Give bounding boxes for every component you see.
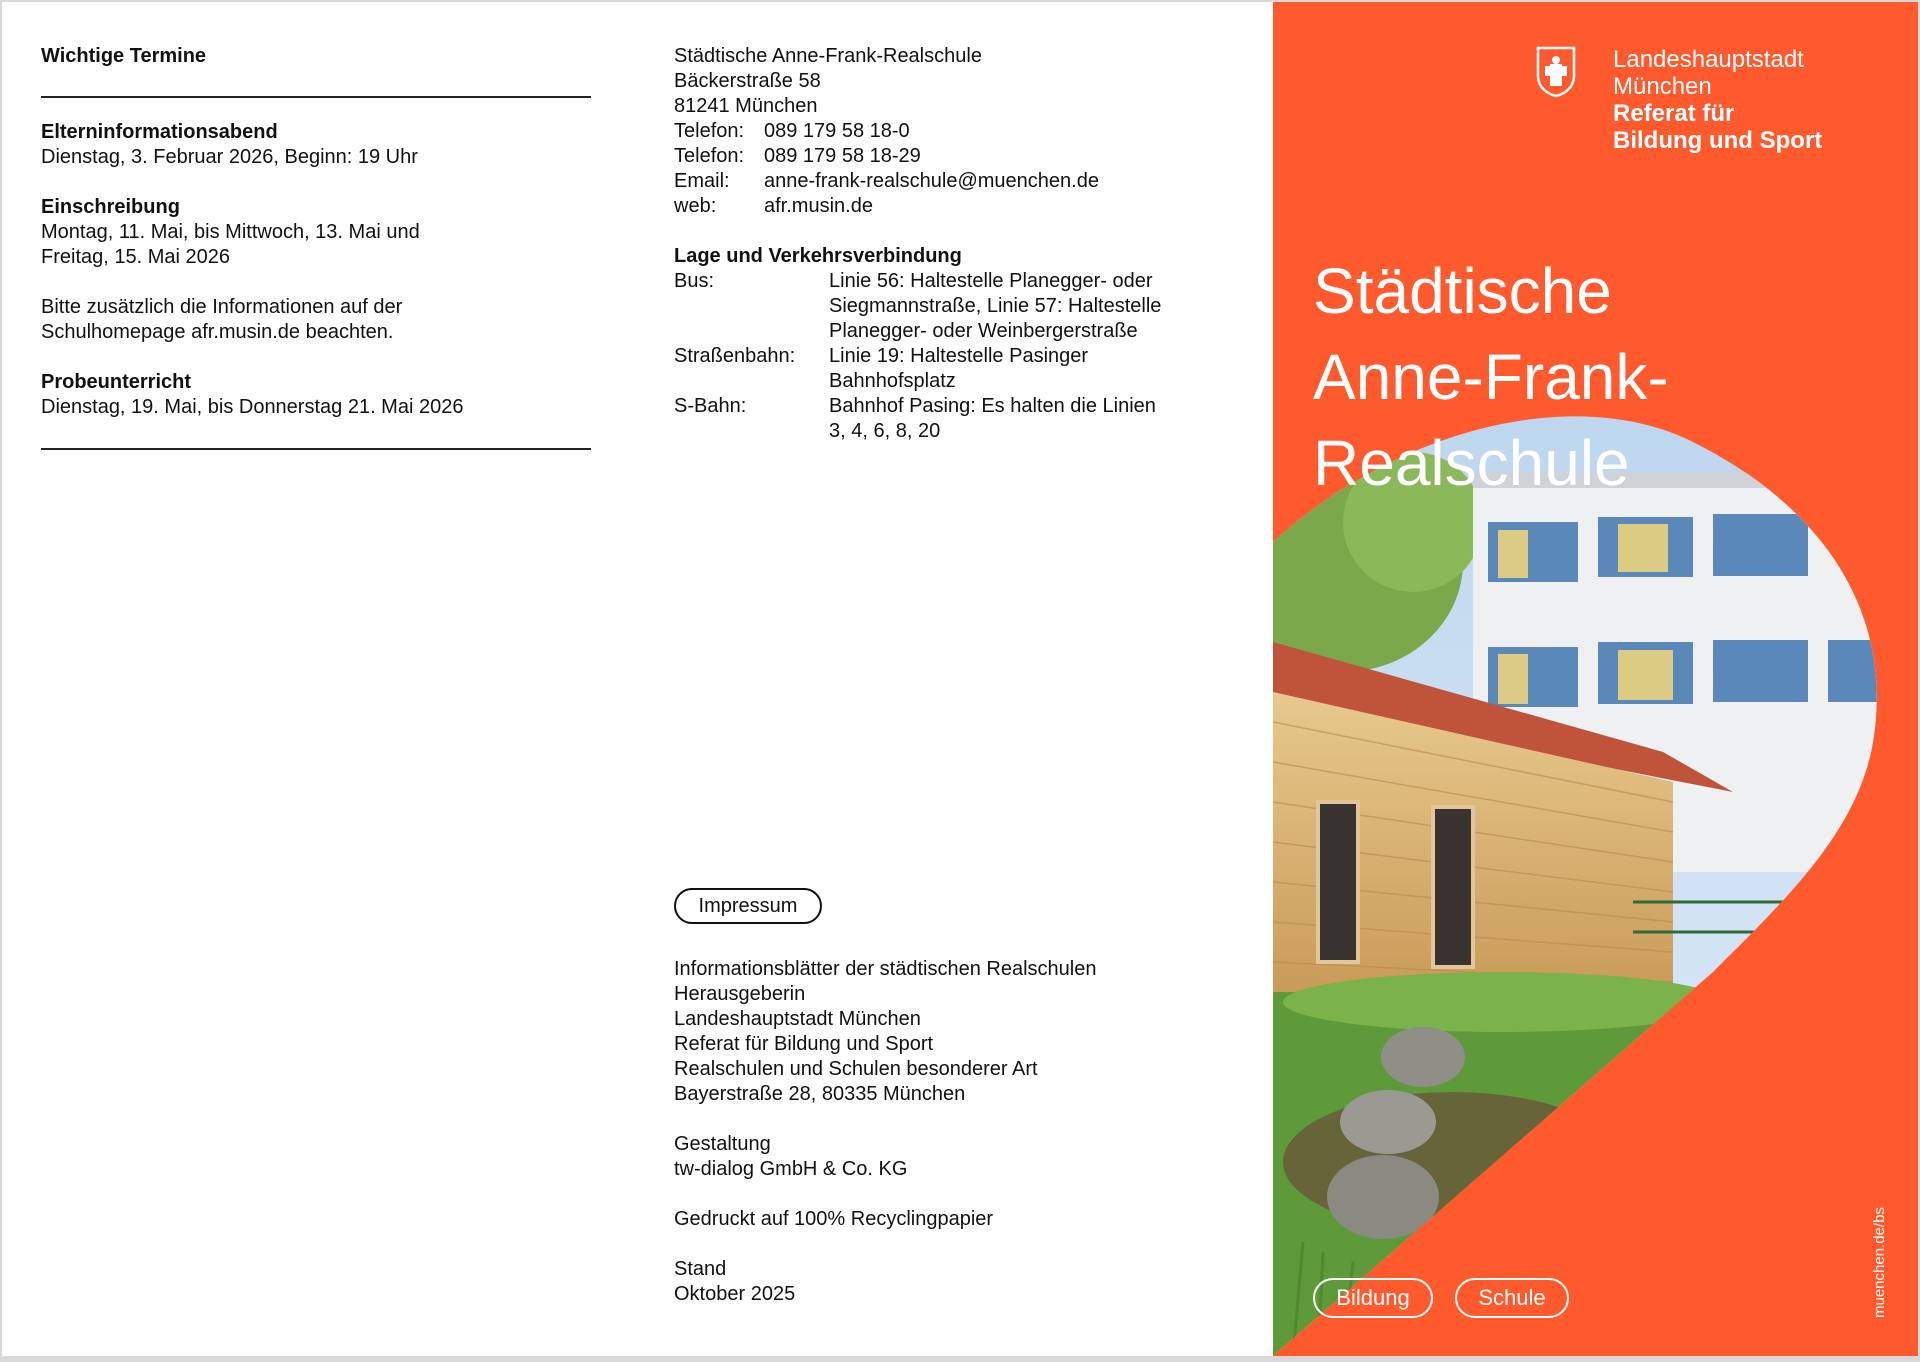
transport-line: Planegger- oder Weinbergerstraße [829, 320, 1138, 342]
imprint-line: Gestaltung [674, 1133, 771, 1155]
imprint-line: Oktober 2025 [674, 1283, 796, 1305]
event-line: Dienstag, 3. Februar 2026, Beginn: 19 Uhr [41, 146, 418, 168]
event-title: Einschreibung [41, 196, 180, 218]
transport-key: Bus: [674, 270, 715, 292]
contact-row-phone [674, 119, 1234, 144]
email-link[interactable]: anne-frank-realschule@muenchen.de [764, 170, 1099, 192]
imprint-line: Herausgeberin [674, 983, 806, 1005]
tag-bildung[interactable]: Bildung [1313, 1278, 1433, 1318]
contact-key: Telefon: [674, 145, 745, 167]
brand-line: Bildung und Sport [1613, 127, 1823, 154]
transport-key: S-Bahn: [674, 395, 747, 417]
transport-row-tram [674, 344, 1234, 394]
contact-key: Email: [674, 170, 730, 192]
side-url[interactable]: muenchen.de/bs [1871, 1207, 1888, 1318]
event-line: Dienstag, 19. Mai, bis Donnerstag 21. Mai 2026 [41, 396, 464, 418]
contact-value: 089 179 58 18-0 [764, 120, 910, 142]
impressum-button[interactable]: Impressum [674, 888, 822, 924]
city-brand [1613, 46, 1822, 154]
cover-title-line: Städtische [1313, 255, 1612, 327]
transport-heading: Lage und Verkehrsverbindung [674, 245, 962, 267]
transport-value [829, 269, 1209, 344]
divider-top [41, 96, 591, 98]
brand-line: München [1613, 73, 1712, 100]
divider-bottom [41, 448, 591, 450]
contact-column [674, 44, 1234, 444]
brand-line: Referat für [1613, 100, 1735, 127]
imprint-block [674, 957, 1234, 1307]
imprint-line: Landeshauptstadt München [674, 1008, 921, 1030]
contact-key: web: [674, 195, 717, 217]
event-title: Probeunterricht [41, 371, 192, 393]
transport-value [829, 394, 1209, 444]
transport-row-bus [674, 269, 1234, 344]
transport-line: Bahnhofsplatz [829, 370, 956, 392]
imprint-line: Gedruckt auf 100% Recyclingpapier [674, 1208, 994, 1230]
transport-line: Linie 19: Haltestelle Pasinger [829, 345, 1089, 367]
homepage-note [41, 295, 591, 345]
transport-line: Linie 56: Haltestelle Planegger- oder [829, 270, 1153, 292]
event-trial-lessons [41, 370, 591, 420]
contact-row-phone-2 [674, 144, 1234, 169]
brand-line: Landeshauptstadt [1613, 46, 1804, 73]
cover-title-line: Realschule [1313, 427, 1630, 499]
note-line: Schulhomepage afr.musin.de beachten. [41, 321, 394, 343]
contact-row-web [674, 194, 1234, 219]
web-link[interactable]: afr.musin.de [764, 195, 873, 217]
school-building-photo [1273, 2, 1918, 1356]
event-parents-evening [41, 120, 591, 170]
event-title: Elterninformationsabend [41, 121, 278, 143]
brochure-sheet [2, 2, 1918, 1356]
contact-key: Telefon: [674, 120, 745, 142]
event-enrollment [41, 195, 591, 270]
school-street: Bäckerstraße 58 [674, 70, 821, 92]
contact-row-email [674, 169, 1234, 194]
munich-crest-icon [1536, 46, 1576, 98]
school-city: 81241 München [674, 95, 818, 117]
transport-row-sbahn [674, 394, 1234, 444]
cover-title [1313, 248, 1669, 506]
transport-line: 3, 4, 6, 8, 20 [829, 420, 941, 442]
imprint-line: Realschulen und Schulen besonderer Art [674, 1058, 1038, 1080]
contact-value: 089 179 58 18-29 [764, 145, 921, 167]
event-line: Montag, 11. Mai, bis Mittwoch, 13. Mai und [41, 221, 420, 243]
transport-line: Bahnhof Pasing: Es halten die Linien [829, 395, 1156, 417]
cover-panel [1273, 2, 1918, 1356]
important-dates-heading: Wichtige Termine [41, 45, 207, 67]
imprint-line: Stand [674, 1258, 727, 1280]
imprint-line: Informationsblätter der städtischen Realschulen [674, 958, 1097, 980]
transport-line: Siegmannstraße, Linie 57: Haltestelle [829, 295, 1162, 317]
event-line: Freitag, 15. Mai 2026 [41, 246, 230, 268]
transport-key: Straßenbahn: [674, 345, 796, 367]
tag-schule[interactable]: Schule [1455, 1278, 1569, 1318]
school-name: Städtische Anne-Frank-Realschule [674, 45, 982, 67]
imprint-line: Referat für Bildung und Sport [674, 1033, 934, 1055]
note-line: Bitte zusätzlich die Informationen auf der [41, 296, 403, 318]
cover-title-line: Anne-Frank- [1313, 341, 1669, 413]
imprint-line: Bayerstraße 28, 80335 München [674, 1083, 966, 1105]
transport-value [829, 344, 1209, 394]
imprint-line: tw-dialog GmbH & Co. KG [674, 1158, 908, 1180]
